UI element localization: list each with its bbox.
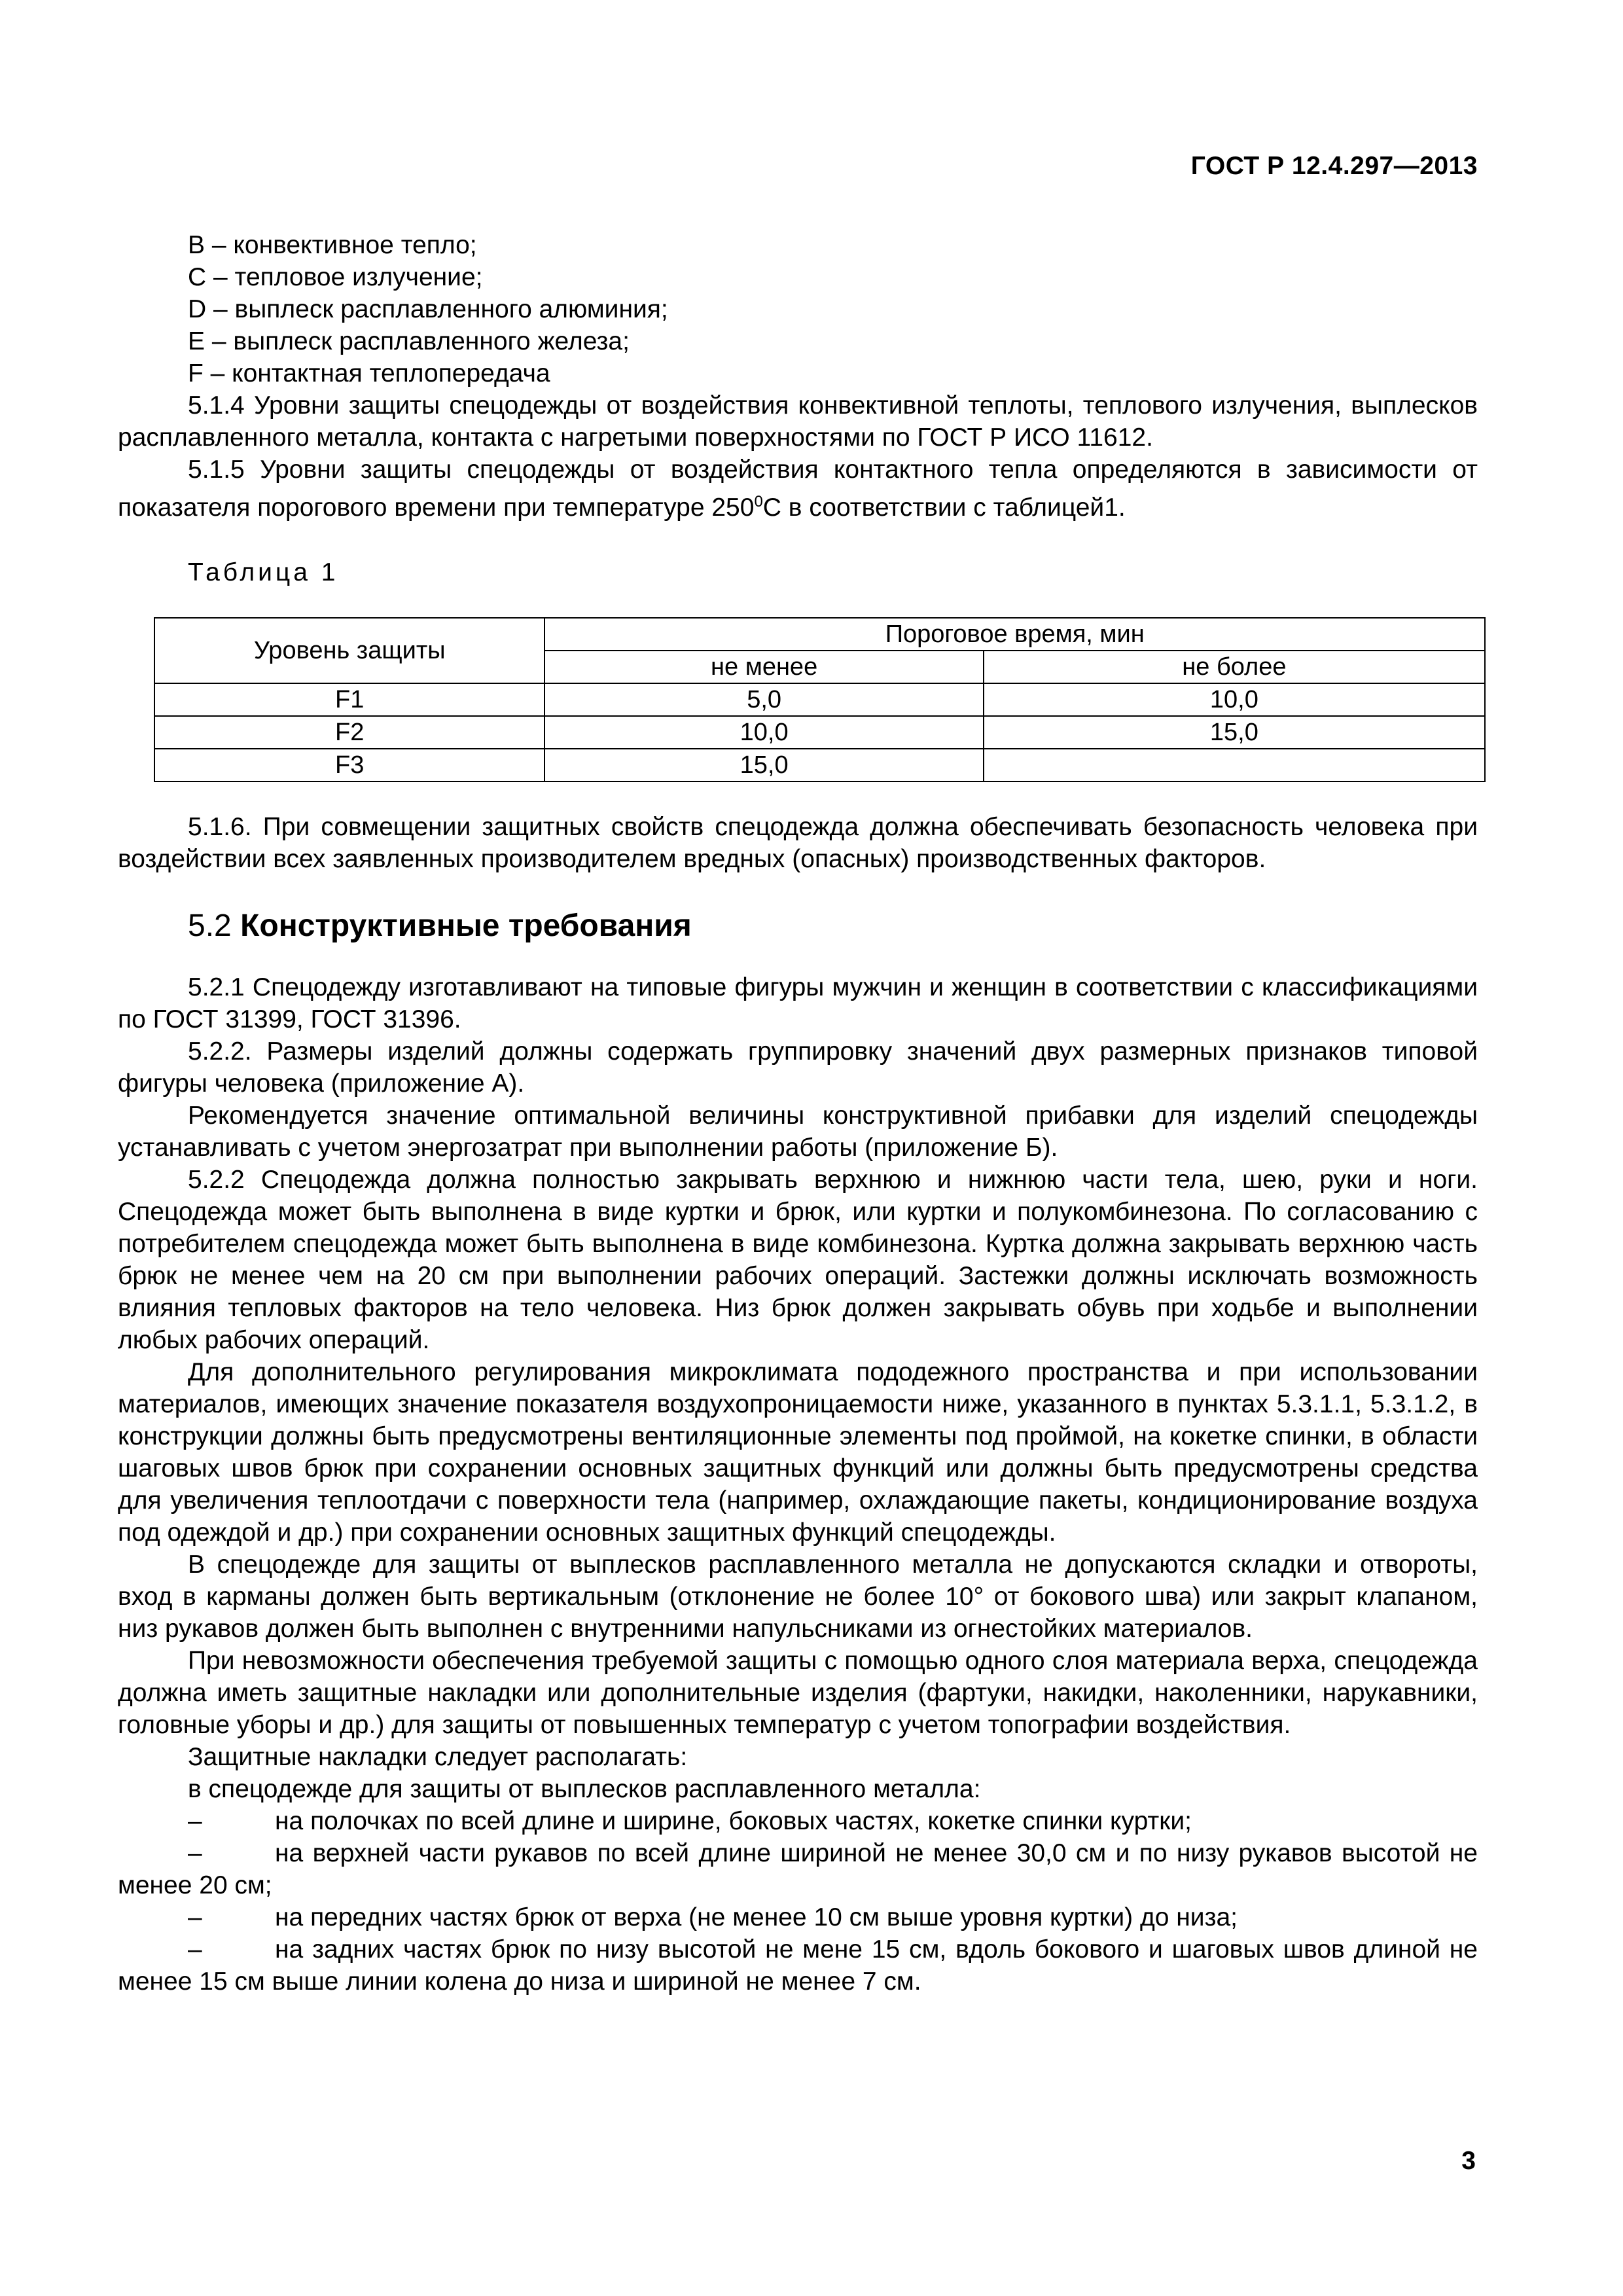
- list-item-text: на задних частях брюк по низу высотой не мене 15 см, вдоль бокового и шаговых швов длиной не менее 15 см выше линии колена до низа и шириной не менее 7 см.: [118, 1935, 1478, 1996]
- table-caption: Таблица 1: [188, 558, 339, 586]
- legend-item-c: C – тепловое излучение;: [188, 263, 483, 291]
- paragraph-metal-splash-clothing: в спецодежде для защиты от выплесков расплавленного металла:: [188, 1775, 981, 1803]
- dash-mark: –: [188, 1839, 202, 1867]
- legend-item-e: E – выплеск расплавленного железа;: [188, 327, 630, 355]
- paragraph-ventilation: Для дополнительного регулирования микроклимата пододежного пространства и при использовании материалов, имеющих значение показателя воздухопроницаемости ниже, указанного в пунктах 5.3.1.1, 5.3.1.2, в конструкции должны быть предусмотрены вентиляционные элементы под проймой, на кокетке спинки, в области шаговых швов брюк при сохранении основных защитных функций или должны быть предусмотрены средства для увеличения теплоотдачи с поверхности тела (например, охлаждающие пакеты, кондиционирование воздуха под одеждой и др.) при сохранении основных защитных функций спецодежды.: [118, 1358, 1478, 1547]
- list-item-text: на верхней части рукавов по всей длине шириной не менее 30,0 см и по низу рукавов высотой не менее 20 см;: [118, 1839, 1478, 1899]
- dash-mark: –: [188, 1903, 202, 1931]
- paragraph-5-1-5-tail: С в соответствии с таблицей1.: [762, 493, 1126, 522]
- section-title: Конструктивные требования: [240, 908, 692, 943]
- cell-min: 5,0: [544, 683, 983, 716]
- legend-item-d: D – выплеск расплавленного алюминия;: [188, 295, 668, 323]
- header-threshold: Пороговое время, мин: [544, 618, 1485, 651]
- paragraph-protective-pads: При невозможности обеспечения требуемой защиты с помощью одного слоя материала верха, спецодежда должна иметь защитные накладки или дополнительные изделия (фартуки, накидки, наколенники, нарукавники, головные уборы и др.) для защиты от повышенных температур с учетом топографии воздействия.: [118, 1647, 1478, 1739]
- paragraph-5-2-1: 5.2.1 Спецодежду изготавливают на типовые фигуры мужчин и женщин в соответствии с классификациями по ГОСТ 31399, ГОСТ 31396.: [118, 973, 1478, 1033]
- paragraph-5-2-2-coverage: 5.2.2 Спецодежда должна полностью закрывать верхнюю и нижнюю части тела, шею, руки и ноги. Спецодежда может быть выполнена в виде куртки и брюк, или куртки и полукомбинезона. По согласованию с потребителем спецодежда может быть выполнена в виде комбинезона. Куртка должна закрывать верхнюю часть брюк не менее чем на 20 см при выполнении рабочих операций. Застежки должны исключать возможность влияния тепловых факторов на тело человека. Низ брюк должен закрывать обувь при ходьбе и выполнении любых рабочих операций.: [118, 1166, 1478, 1354]
- document-header: ГОСТ Р 12.4.297—2013: [1190, 152, 1478, 180]
- protection-levels-table: [154, 617, 1486, 782]
- paragraph-5-1-5: [118, 454, 1478, 524]
- header-level: Уровень защиты: [154, 618, 544, 683]
- paragraph-5-1-5-text: 5.1.5 Уровни защиты спецодежды от воздействия контактного тепла определяются в зависимости от показателя порогового времени при температуре 250: [118, 456, 1478, 522]
- top-spacer: [118, 151, 1478, 229]
- list-item: [118, 1933, 1478, 1998]
- paragraph-5-1-4: 5.1.4 Уровни защиты спецодежды от воздействия конвективной теплоты, теплового излучения, выплесков расплавленного металла, контакта с нагретыми поверхностями по ГОСТ Р ИСО 11612.: [118, 391, 1478, 452]
- paragraph-5-1-6: 5.1.6. При совмещении защитных свойств спецодежда должна обеспечивать безопасность человека при воздействии всех заявленных производителем вредных (опасных) производственных факторов.: [118, 813, 1478, 873]
- cell-level: F2: [154, 716, 544, 749]
- legend-item-b: B – конвективное тепло;: [188, 231, 477, 259]
- header-min: не менее: [544, 651, 983, 683]
- list-item-text: на передних частях брюк от верха (не менее 10 см выше уровня куртки) до низа;: [275, 1903, 1238, 1931]
- list-item: [118, 1901, 1478, 1933]
- table-row: [154, 749, 1485, 781]
- cell-min: 10,0: [544, 716, 983, 749]
- cell-level: F3: [154, 749, 544, 781]
- paragraph-metal-splash: В спецодежде для защиты от выплесков расплавленного металла не допускаются складки и отвороты, вход в карманы должен быть вертикальным (отклонение не более 10° от бокового шва) или закрыт клапаном, низ рукавов должен быть выполнен с внутренними напульсниками из огнестойких материалов.: [118, 1551, 1478, 1643]
- section-heading: [188, 908, 1478, 944]
- dash-mark: –: [188, 1807, 202, 1835]
- cell-level: F1: [154, 683, 544, 716]
- page-number: 3: [1461, 2147, 1476, 2175]
- list-item: [118, 1805, 1478, 1837]
- cell-max: 15,0: [984, 716, 1485, 749]
- dash-mark: –: [188, 1935, 202, 1964]
- list-item: [118, 1837, 1478, 1901]
- page-body: [118, 151, 1478, 1998]
- table-header-row: [154, 618, 1485, 651]
- paragraph-5-2-2-sizes: 5.2.2. Размеры изделий должны содержать группировку значений двух размерных признаков типовой фигуры человека (приложение А).: [118, 1037, 1478, 1098]
- spacer: [118, 782, 1478, 811]
- legend-item-f: F – контактная теплопередача: [188, 359, 550, 387]
- paragraph-recommendation: Рекомендуется значение оптимальной величины конструктивной прибавки для изделий спецодежды устанавливать с учетом энергозатрат при выполнении работы (приложение Б).: [118, 1102, 1478, 1162]
- header-max: не более: [984, 651, 1485, 683]
- paragraph-pads-placement: Защитные накладки следует располагать:: [188, 1743, 688, 1771]
- degree-superscript: 0: [754, 493, 763, 511]
- table-row: [154, 683, 1485, 716]
- table-row: [154, 716, 1485, 749]
- section-number: 5.2: [188, 908, 232, 943]
- cell-max: [984, 749, 1485, 781]
- list-item-text: на полочках по всей длине и ширине, боковых частях, кокетке спинки куртки;: [275, 1807, 1192, 1835]
- cell-max: 10,0: [984, 683, 1485, 716]
- cell-min: 15,0: [544, 749, 983, 781]
